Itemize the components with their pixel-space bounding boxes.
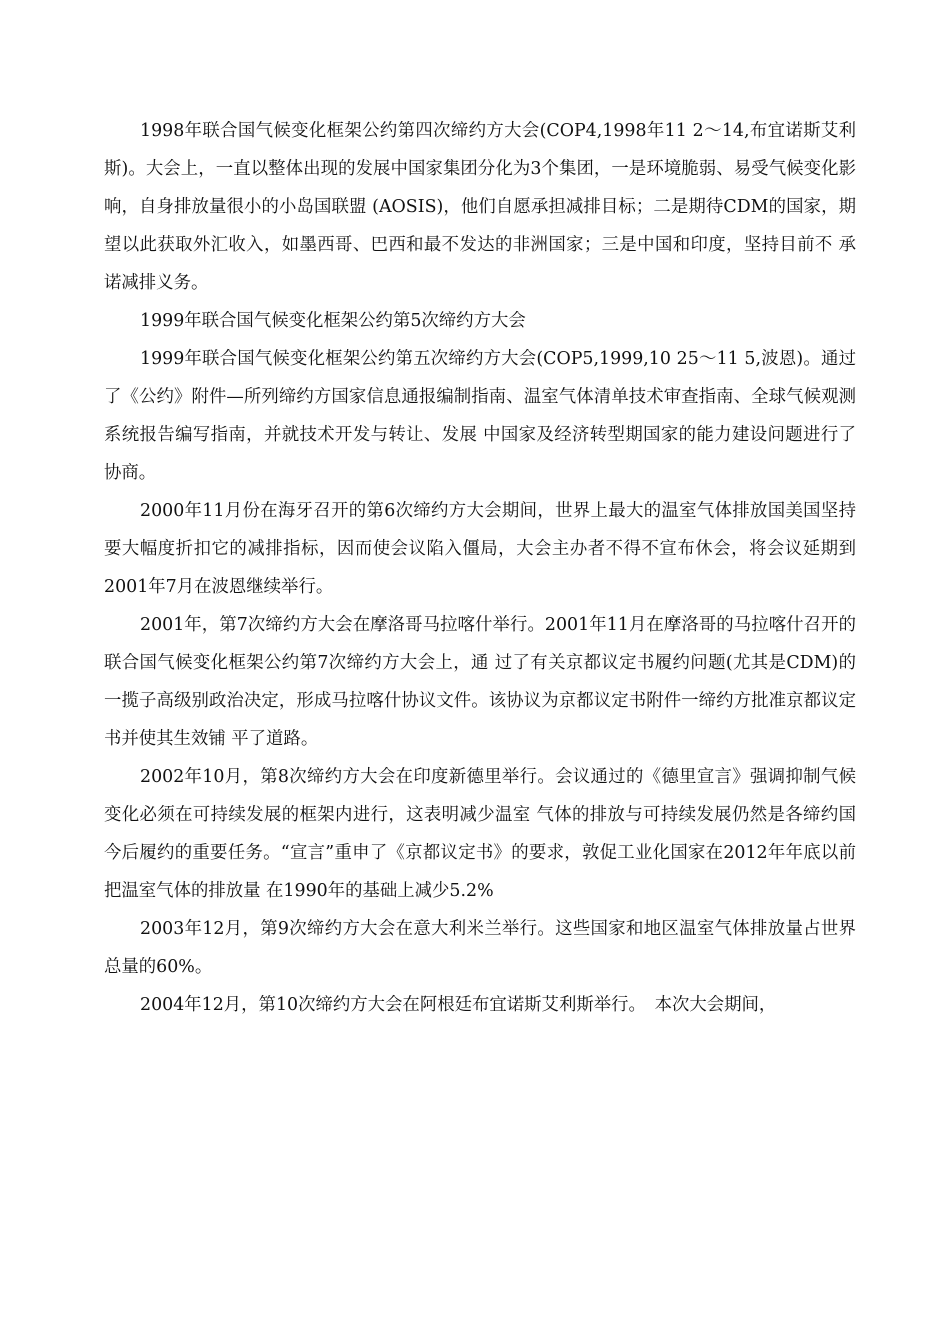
paragraph-cop5: 1999年联合国气候变化框架公约第五次缔约方大会(COP5,1999,10 25～11 5,波恩)。通过了《公约》附件—所列缔约方国家信息通报编制指南、温室气体清单技术审查指南、全球气候观测系统报告编写指南，并就技术开发与转让、发展 中国家及经济转型期国家的能力建设问题进行了协商。	[104, 349, 856, 483]
paragraph-cop4: 1998年联合国气候变化框架公约第四次缔约方大会(COP4,1998年11 2～14,布宜诺斯艾利斯)。大会上，一直以整体出现的发展中国家集团分化为3个集团，一是环境脆弱、易受气候变化影响，自身排放量很小的小岛国联盟 (AOSIS)，他们自愿承担减排目标；二是期待CDM的国家，期望以此获取外汇收入，如墨西哥、巴西和最不发达的非洲国家；三是中国和印度，坚持目前不 承诺减排义务。	[104, 121, 856, 293]
paragraph-cop7: 2001年，第7次缔约方大会在摩洛哥马拉喀什举行。2001年11月在摩洛哥的马拉喀什召开的联合国气候变化框架公约第7次缔约方大会上，通 过了有关京都议定书履约问题(尤其是CDM)的一揽子高级别政治决定，形成马拉喀什协议文件。该协议为京都议定书附件一缔约方批准京都议定书并使其生效铺 平了道路。	[104, 615, 856, 749]
paragraph-cop8: 2002年10月，第8次缔约方大会在印度新德里举行。会议通过的《德里宣言》强调抑制气候变化必须在可持续发展的框架内进行，这表明减少温室 气体的排放与可持续发展仍然是各缔约国今后履约的重要任务。“宣言”重申了《京都议定书》的要求，敦促工业化国家在2012年年底以前把温室气体的排放量 在1990年的基础上减少5.2%	[104, 767, 856, 901]
document-body	[104, 112, 856, 1024]
paragraph-cop5-heading: 1999年联合国气候变化框架公约第5次缔约方大会	[140, 311, 526, 331]
paragraph-cop10: 2004年12月，第10次缔约方大会在阿根廷布宜诺斯艾利斯举行。 本次大会期间，	[140, 995, 777, 1015]
paragraph-cop6: 2000年11月份在海牙召开的第6次缔约方大会期间，世界上最大的温室气体排放国美国坚持要大幅度折扣它的减排指标，因而使会议陷入僵局，大会主办者不得不宣布休会，将会议延期到2001年7月在波恩继续举行。	[104, 501, 856, 597]
paragraph-cop9: 2003年12月，第9次缔约方大会在意大利米兰举行。这些国家和地区温室气体排放量占世界总量的60%。	[104, 919, 856, 977]
